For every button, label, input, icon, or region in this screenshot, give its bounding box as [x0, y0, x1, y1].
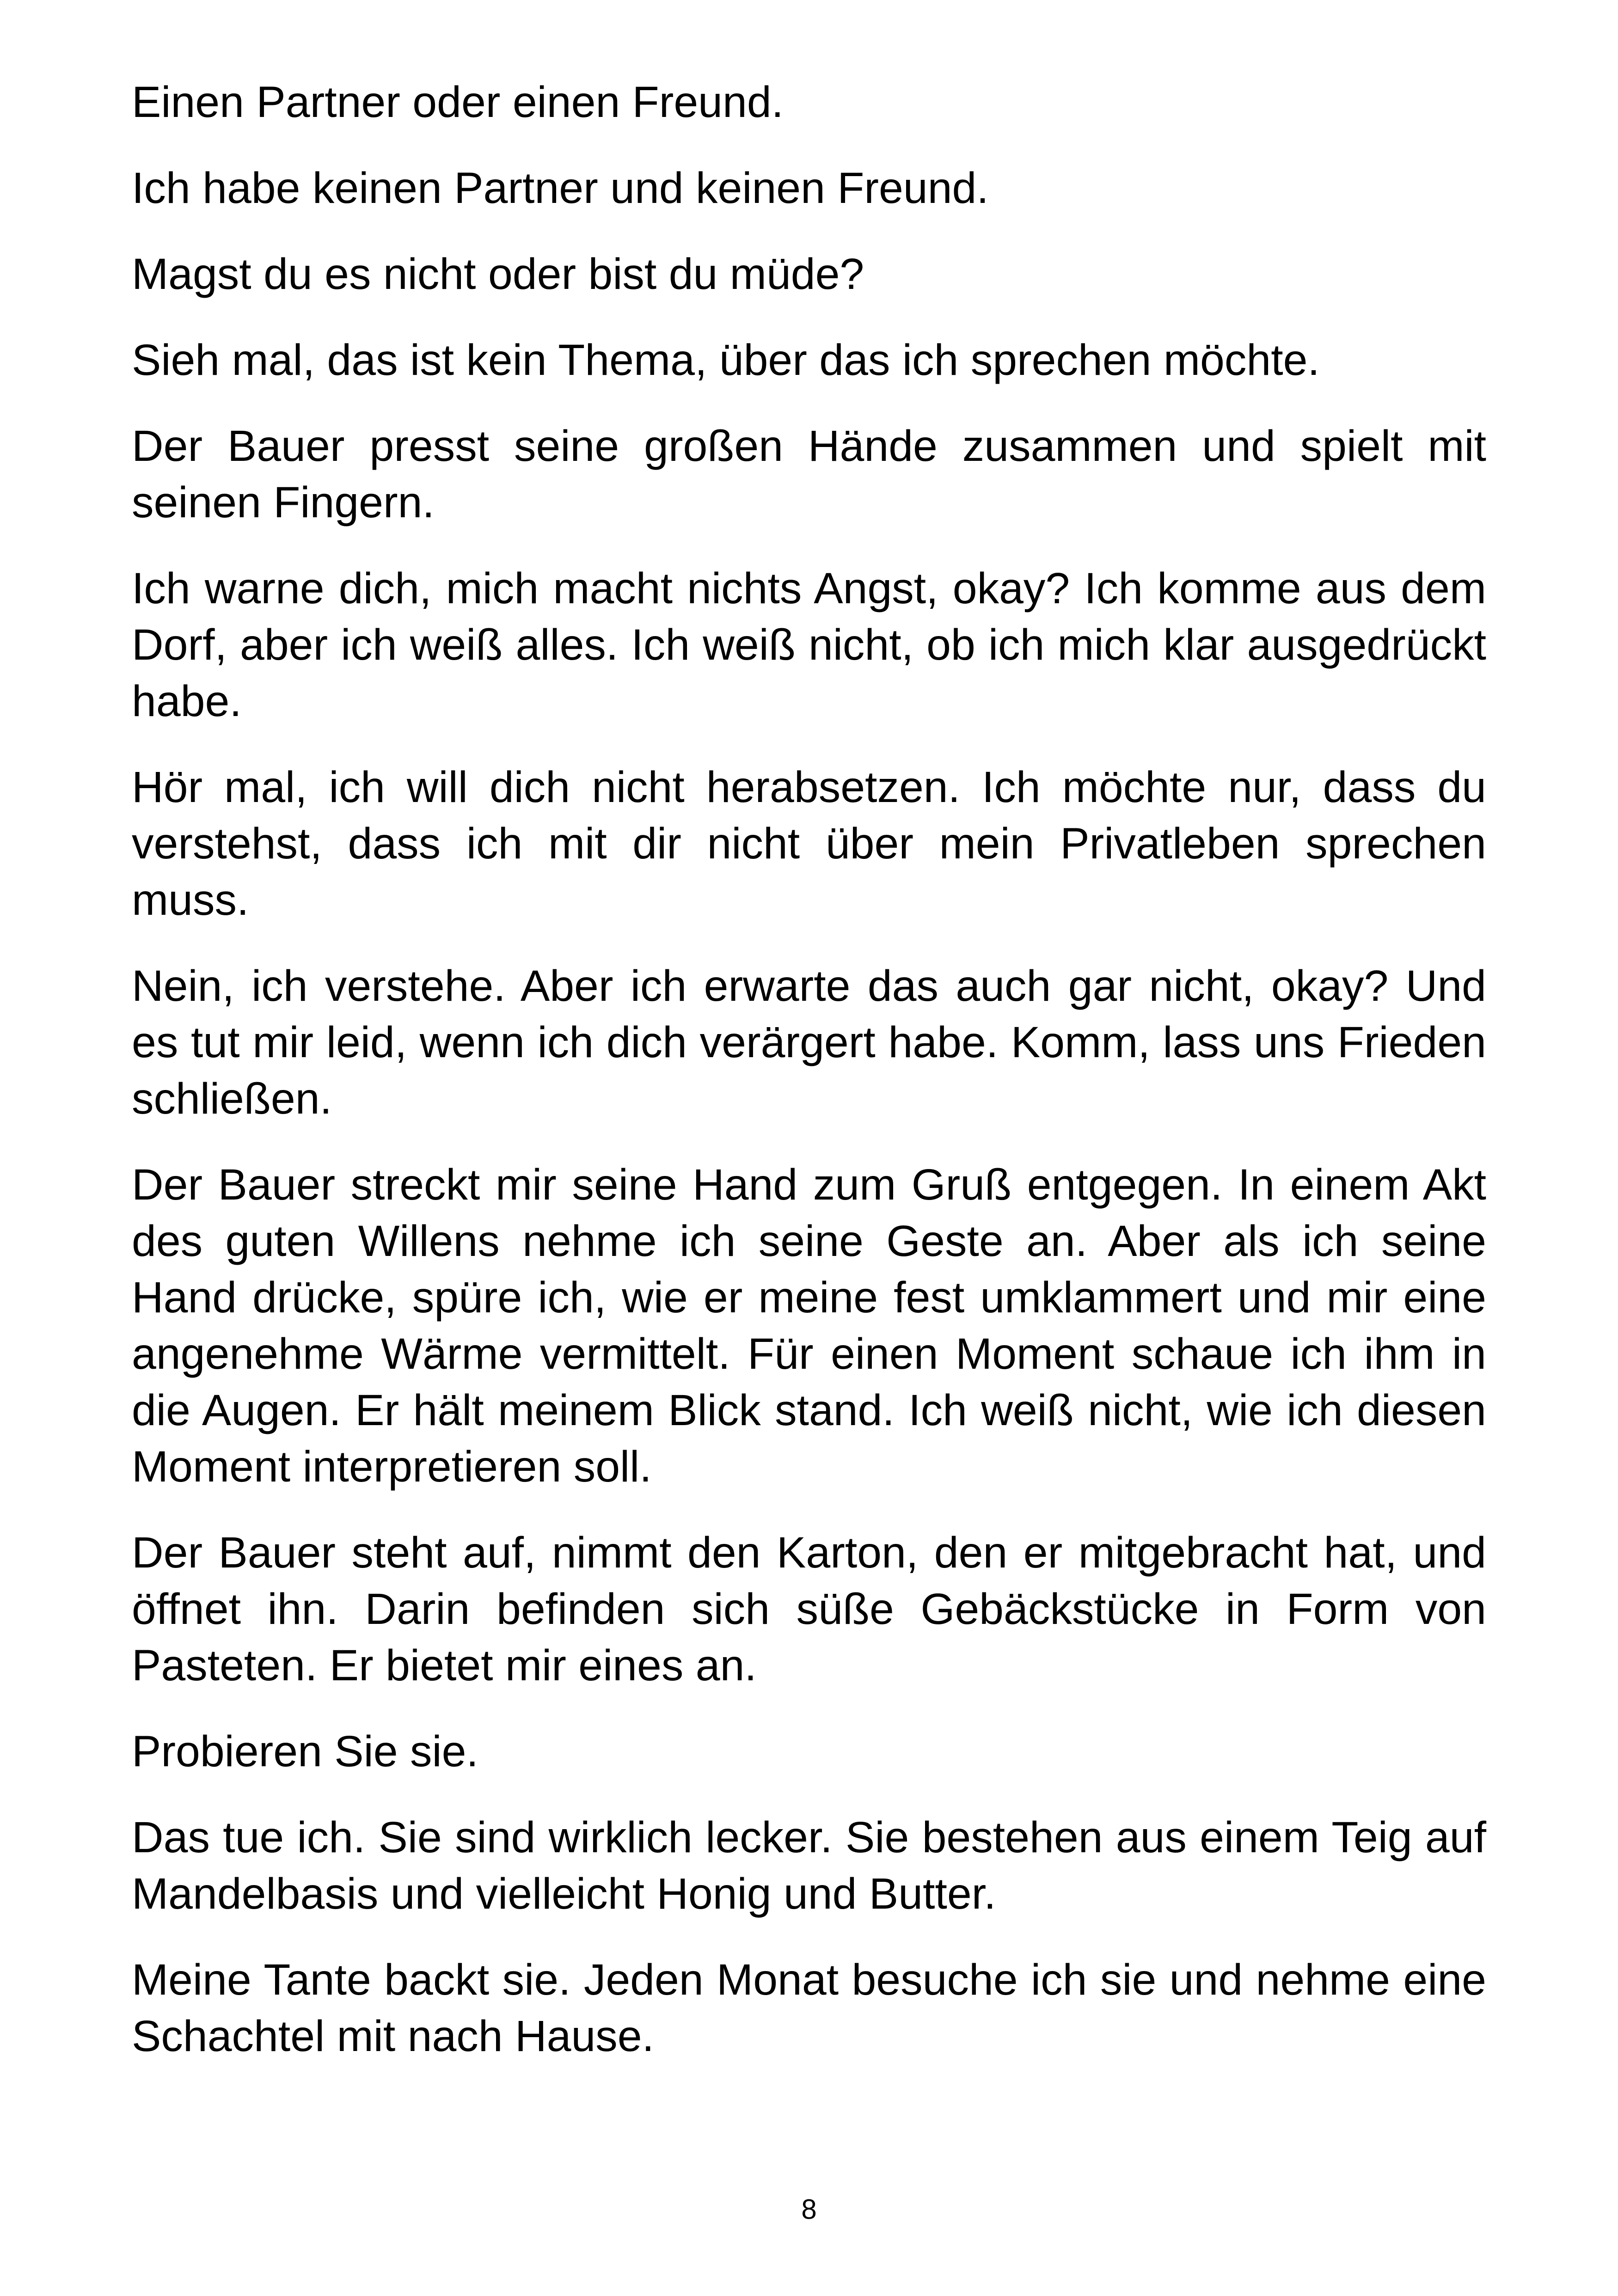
paragraph: Das tue ich. Sie sind wirklich lecker. Sie bestehen aus einem Teig auf Mandelbasis und vielleicht Honig und Butter. — [132, 1813, 1486, 1918]
paragraph: Sieh mal, das ist kein Thema, über das ich sprechen möchte. — [132, 336, 1320, 385]
paragraph: Probieren Sie sie. — [132, 1727, 478, 1776]
paragraph: Der Bauer steht auf, nimmt den Karton, den er mitgebracht hat, und öffnet ihn. Darin befinden sich süße Gebäckstücke in Form von Pasteten. Er bietet mir eines an. — [132, 1528, 1486, 1690]
paragraph: Der Bauer streckt mir seine Hand zum Gruß entgegen. In einem Akt des guten Willens nehme ich seine Geste an. Aber als ich seine Hand drücke, spüre ich, wie er meine fest umklammert und mir eine angenehme Wärme vermittelt. Für einen Moment schaue ich ihm in die Augen. Er hält meinem Blick stand. Ich weiß nicht, wie ich diesen Moment interpretieren soll. — [132, 1160, 1486, 1491]
paragraph: Der Bauer presst seine großen Hände zusammen und spielt mit seinen Fingern. — [132, 422, 1486, 527]
body-text — [132, 74, 1486, 2094]
paragraph: Einen Partner oder einen Freund. — [132, 78, 784, 127]
paragraph: Ich warne dich, mich macht nichts Angst, okay? Ich komme aus dem Dorf, aber ich weiß alles. Ich weiß nicht, ob ich mich klar ausgedrückt habe. — [132, 564, 1486, 726]
paragraph: Magst du es nicht oder bist du müde? — [132, 250, 864, 299]
page-number: 8 — [801, 2194, 817, 2225]
paragraph: Meine Tante backt sie. Jeden Monat besuche ich sie und nehme eine Schachtel mit nach Hause. — [132, 1955, 1486, 2061]
paragraph: Nein, ich verstehe. Aber ich erwarte das auch gar nicht, okay? Und es tut mir leid, wenn ich dich verärgert habe. Komm, lass uns Frieden schließen. — [132, 961, 1486, 1123]
paragraph: Ich habe keinen Partner und keinen Freund. — [132, 164, 989, 213]
paragraph: Hör mal, ich will dich nicht herabsetzen. Ich möchte nur, dass du verstehst, dass ich mit dir nicht über mein Privatleben sprechen muss. — [132, 763, 1486, 925]
